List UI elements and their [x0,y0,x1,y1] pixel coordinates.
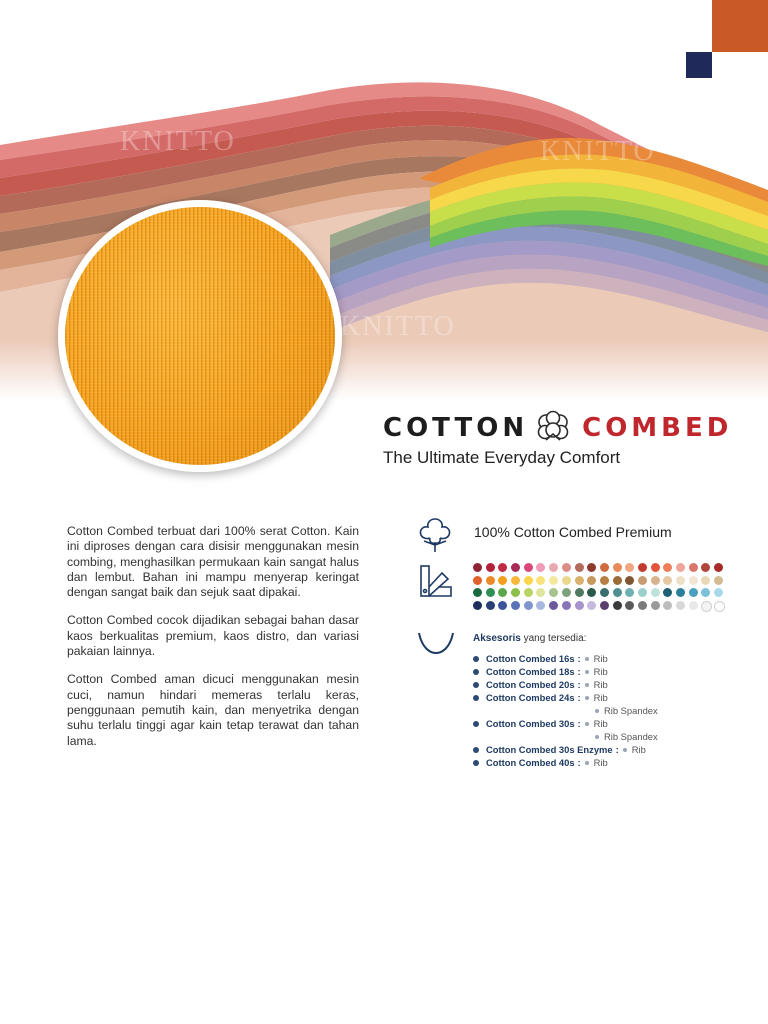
accessory-option-label: Rib [631,744,646,755]
option-bullet-icon [595,709,599,713]
accessory-option-label: Rib Spandex [604,731,658,742]
color-swatch-dot [625,588,634,597]
color-swatch-dot [575,601,584,610]
product-description [67,524,359,762]
color-swatch-dot [701,588,710,597]
color-swatch-dot [486,576,495,585]
accessory-item [473,665,743,678]
accessory-option [585,692,608,703]
color-swatch-dot [536,588,545,597]
accessory-colon: : [577,666,581,677]
accessory-option [595,731,658,742]
color-swatch-dot [625,563,634,572]
color-swatch-dot [663,588,672,597]
accessory-option [585,666,608,677]
accessory-name: Cotton Combed 30s Enzyme [486,744,613,755]
color-swatch-dot [486,601,495,610]
color-swatch-dot [587,601,596,610]
color-swatch-dot [638,576,647,585]
color-swatch-dot [689,601,698,610]
color-swatch-dot [486,588,495,597]
color-swatch-dot [587,563,596,572]
color-swatch-dot [498,576,507,585]
accessory-colon: : [615,744,619,755]
accessories-heading [473,633,586,644]
color-swatch-dot [511,588,520,597]
color-swatch-dot [714,576,723,585]
color-swatch-dot [562,588,571,597]
color-swatch-dot [498,588,507,597]
color-swatch-dot [663,601,672,610]
accessory-item [473,743,743,756]
color-swatch-dot [600,601,609,610]
accessory-option [585,679,608,690]
color-swatch-dot [587,588,596,597]
color-swatch-dot [575,588,584,597]
accessory-item [473,691,743,704]
accessory-item [473,756,743,769]
color-swatch-dot [701,563,710,572]
color-swatch-dot [575,576,584,585]
accessory-list [473,652,743,769]
accessory-option-label: Rib [593,653,608,664]
color-swatch-dot [600,588,609,597]
color-swatch-dot [676,588,685,597]
rib-collar-icon [416,630,456,656]
accessory-option-label: Rib Spandex [604,705,658,716]
accessory-name: Cotton Combed 16s [486,653,575,664]
accessory-option [585,757,608,768]
cotton-boll-icon [534,410,572,446]
color-swatch-dot [498,563,507,572]
color-swatch-dot [663,563,672,572]
color-swatch-dot [600,563,609,572]
description-paragraph: Cotton Combed aman dicuci menggunakan mesin cuci, namun hindari memeras terlalu keras, penggunaan pemutih kain, dan menyetrika dengan suhu terlalu tinggi agar kain tetap terawat dan tahan lama. [67,672,359,748]
premium-label: 100% Cotton Combed Premium [474,524,672,540]
color-swatch-dot [549,576,558,585]
accessory-option-label: Rib [593,718,608,729]
color-swatch-dot [613,563,622,572]
color-swatch-dot [714,563,723,572]
cotton-flower-icon [414,514,456,554]
color-swatch-dot [473,563,482,572]
color-swatch-dot [536,563,545,572]
color-swatch-dot [486,563,495,572]
accessory-option [623,744,646,755]
option-bullet-icon [585,761,589,765]
color-swatch-dot [625,601,634,610]
accessory-option-label: Rib [593,666,608,677]
color-swatch-dot [701,576,710,585]
accessory-sub-option [473,704,743,717]
color-swatch-dot [549,563,558,572]
color-swatch-dot [549,588,558,597]
color-swatch-dot [625,576,634,585]
color-swatch-dot [562,563,571,572]
color-swatch-dot [689,588,698,597]
color-swatch-dot [524,576,533,585]
color-swatch-dot [575,563,584,572]
color-swatch-dot [651,588,660,597]
option-bullet-icon [623,748,627,752]
bullet-icon [473,747,479,753]
color-swatch-dot [498,601,507,610]
option-bullet-icon [585,670,589,674]
color-swatch-dot [600,576,609,585]
option-bullet-icon [585,696,589,700]
color-swatch-dot [511,576,520,585]
option-bullet-icon [585,722,589,726]
corner-accent-orange [712,0,768,52]
color-swatch-dot [651,601,660,610]
option-bullet-icon [585,657,589,661]
color-palette-icon [418,563,454,599]
color-swatch-dot [613,576,622,585]
accessory-option [595,705,658,716]
accessory-item [473,678,743,691]
accessory-name: Cotton Combed 40s [486,757,575,768]
color-swatch-dot [613,601,622,610]
color-swatch-dot [613,588,622,597]
color-swatch-dot [511,601,520,610]
accessory-colon: : [577,718,581,729]
product-subtitle: The Ultimate Everyday Comfort [383,448,621,467]
color-swatch-dot [714,588,723,597]
title-word-cotton: COTTON [383,413,529,443]
color-swatch-dot [638,588,647,597]
accessory-option [585,718,608,729]
color-swatch-dot [473,588,482,597]
color-swatch-dot [536,576,545,585]
accessory-option-label: Rib [593,692,608,703]
color-swatch-dot [676,601,685,610]
title-word-combed: COMBED [582,413,733,443]
color-swatch-dot [651,563,660,572]
color-swatch-dot [676,576,685,585]
bullet-icon [473,669,479,675]
bullet-icon [473,656,479,662]
accessories-heading-strong: Aksesoris [473,633,521,644]
color-swatch-dot [549,601,558,610]
color-swatch-dot [689,576,698,585]
accessory-name: Cotton Combed 30s [486,718,575,729]
color-swatch-dot [676,563,685,572]
description-paragraph: Cotton Combed cocok dijadikan sebagai bahan dasar kaos berkualitas premium, kaos distro, dan variasi pakaian lainnya. [67,613,359,659]
color-swatch-dot [524,563,533,572]
accessory-colon: : [577,757,581,768]
color-swatch-dot [638,601,647,610]
color-swatch-dot [473,576,482,585]
accessory-name: Cotton Combed 18s [486,666,575,677]
bullet-icon [473,682,479,688]
color-swatch-dot [511,563,520,572]
color-swatch-dot [714,601,725,612]
color-swatch-dot [638,563,647,572]
fabric-texture-swatch [58,200,342,472]
accessory-name: Cotton Combed 20s [486,679,575,690]
color-swatch-dot [689,563,698,572]
color-swatch-dot [524,601,533,610]
accessory-option-label: Rib [593,757,608,768]
accessory-colon: : [577,653,581,664]
bullet-icon [473,760,479,766]
bullet-icon [473,721,479,727]
accessory-name: Cotton Combed 24s [486,692,575,703]
color-swatch-dot [587,576,596,585]
option-bullet-icon [585,683,589,687]
accessory-colon: : [577,679,581,690]
accessory-option [585,653,608,664]
color-swatch-dot [701,601,712,612]
option-bullet-icon [595,735,599,739]
accessory-colon: : [577,692,581,703]
accessory-sub-option [473,730,743,743]
description-paragraph: Cotton Combed terbuat dari 100% serat Cotton. Kain ini diproses dengan cara disisir menggunakan mesin combing, menghasilkan permukaan kain sangat halus dan lembut. Bahan ini mampu menyerap keringat dengan sangat baik dan sejuk saat dipakai. [67,524,359,600]
color-swatch-dot [473,601,482,610]
bullet-icon [473,695,479,701]
accessory-item [473,652,743,665]
accessory-item [473,717,743,730]
color-swatch-dot [536,601,545,610]
color-swatch-dot [562,576,571,585]
accessories-heading-rest: yang tersedia: [520,633,587,644]
color-swatch-dot [663,576,672,585]
accessory-option-label: Rib [593,679,608,690]
color-swatch-grid [473,563,723,610]
color-swatch-dot [651,576,660,585]
color-swatch-dot [524,588,533,597]
product-title [383,410,732,446]
color-swatch-dot [562,601,571,610]
